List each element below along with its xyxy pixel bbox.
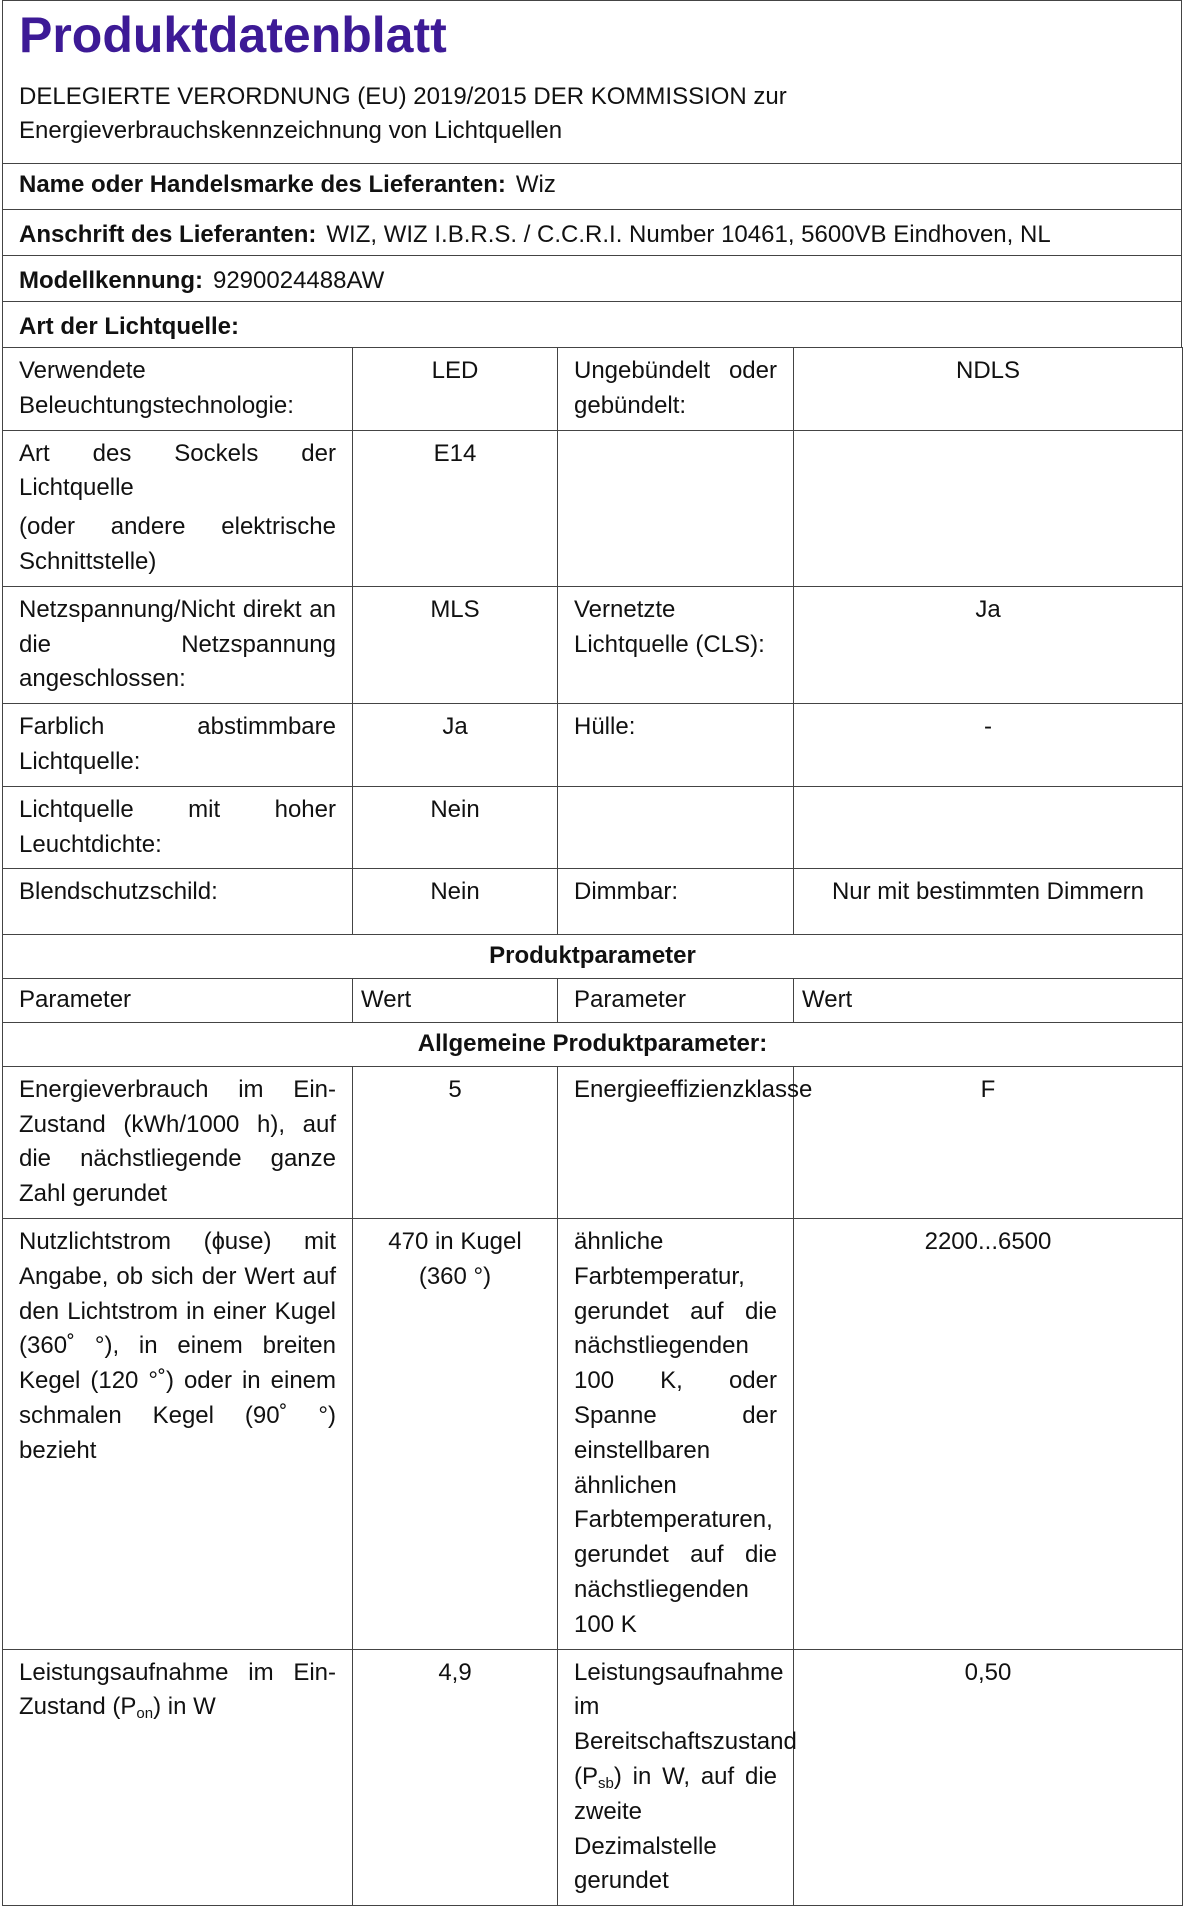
tech-value [794, 430, 1183, 586]
tech-value: LED [353, 348, 558, 431]
param-label: Energieeffizienzklasse [558, 1066, 794, 1218]
tech-value: NDLS [794, 348, 1183, 431]
tech-row [3, 869, 1183, 935]
supplier-value: Wiz [515, 171, 556, 199]
tech-label: Verwendete Beleuchtungstechnologie: [3, 348, 353, 431]
column-header-parameter: Parameter [558, 979, 794, 1023]
datasheet-table [2, 347, 1183, 1906]
tech-value: - [794, 704, 1183, 787]
tech-label: Farblich abstimmbare Lichtquelle: [3, 704, 353, 787]
subtitle-line-2: Energieverbrauchskennzeichnung von Lichtquellen [19, 117, 563, 145]
tech-value: E14 [353, 430, 558, 586]
model-value: 9290024488AW [212, 267, 385, 295]
address-value: WIZ, WIZ I.B.R.S. / C.C.R.I. Number 10461, 5600VB Eindhoven, NL [326, 221, 1051, 249]
param-value: 5 [353, 1066, 558, 1218]
tech-label: Ungebündelt oder gebündelt: [558, 348, 794, 431]
tech-value: Nein [353, 869, 558, 935]
product-params-heading: Produktparameter [3, 935, 1183, 979]
tech-label [3, 430, 353, 586]
tech-label: Lichtquelle mit hoher Leuchtdichte: [3, 786, 353, 869]
general-params-heading: Allgemeine Produktparameter: [3, 1023, 1183, 1067]
param-value: 0,50 [794, 1649, 1183, 1906]
section-heading-row [3, 935, 1183, 979]
supplier-label: Name oder Handelsmarke des Lieferanten: [19, 171, 506, 199]
address-row [2, 209, 1182, 255]
param-label: ähnliche Farbtemperatur, gerundet auf die nächstliegenden 100 K, oder Spanne der einstellbaren ähnlichen Farbtemperaturen, gerundet auf die nächstliegenden 100 K [558, 1219, 794, 1650]
param-row [3, 1649, 1183, 1906]
param-label: Nutzlichtstrom (ɸuse) mit Angabe, ob sich der Wert auf den Lichtstrom in einer Kugel (360˚ °), in einem breiten Kegel (120 °˚) oder in einem schmalen Kegel (90˚ °) bezieht [3, 1219, 353, 1650]
light-source-type-row [2, 301, 1182, 347]
tech-value [794, 786, 1183, 869]
tech-label: Vernetzte Lichtquelle (CLS): [558, 586, 794, 703]
tech-label: Netzspannung/Nicht direkt an die Netzspannung angeschlossen: [3, 586, 353, 703]
tech-value: Ja [353, 704, 558, 787]
param-value: 4,9 [353, 1649, 558, 1906]
param-value: F [794, 1066, 1183, 1218]
model-label: Modellkennung: [19, 267, 203, 295]
tech-label: Blendschutzschild: [3, 869, 353, 935]
param-row [3, 1066, 1183, 1218]
supplier-row [2, 163, 1182, 209]
header-block [2, 0, 1182, 163]
tech-row [3, 430, 1183, 586]
tech-value: MLS [353, 586, 558, 703]
light-source-type-label: Art der Lichtquelle: [19, 313, 240, 341]
tech-label: Dimmbar: [558, 869, 794, 935]
tech-label [558, 430, 794, 586]
model-row [2, 255, 1182, 301]
column-header-parameter: Parameter [3, 979, 353, 1023]
param-label: Energieverbrauch im Ein-Zustand (kWh/1000 h), auf die nächstliegende ganze Zahl gerundet [3, 1066, 353, 1218]
tech-value: Nur mit bestimmten Dimmern [794, 869, 1183, 935]
tech-label [558, 786, 794, 869]
page-title: Produktdatenblatt [19, 7, 447, 63]
socket-label: Art des Sockels der Lichtquelle [19, 439, 336, 502]
socket-label-note: (oder andere elektrische Schnittstelle) [19, 513, 336, 576]
column-header-value: Wert [353, 979, 558, 1023]
tech-value: Nein [353, 786, 558, 869]
param-value: 470 in Kugel (360 °) [353, 1219, 558, 1650]
param-label: Leistungsaufnahme im Ein-Zustand $(P_{on})$ in W [3, 1649, 353, 1906]
section-heading-row [3, 1023, 1183, 1067]
tech-value: Ja [794, 586, 1183, 703]
param-value: 2200...6500 [794, 1219, 1183, 1650]
regulation-subtitle [19, 80, 1165, 150]
column-header-row [3, 979, 1183, 1023]
param-row [3, 1219, 1183, 1650]
subtitle-line-1: DELEGIERTE VERORDNUNG (EU) 2019/2015 DER KOMMISSION zur [19, 82, 787, 110]
datasheet [2, 0, 1182, 1906]
tech-label: Hülle: [558, 704, 794, 787]
tech-row [3, 348, 1183, 431]
column-header-value: Wert [794, 979, 1183, 1023]
param-label: Leistungsaufnahme im Bereitschaftszustand $(P_{sb})$ in W, auf die zweite Dezimalstelle gerundet [558, 1649, 794, 1906]
tech-row [3, 586, 1183, 703]
tech-row [3, 704, 1183, 787]
address-label: Anschrift des Lieferanten: [19, 221, 317, 249]
tech-row [3, 786, 1183, 869]
